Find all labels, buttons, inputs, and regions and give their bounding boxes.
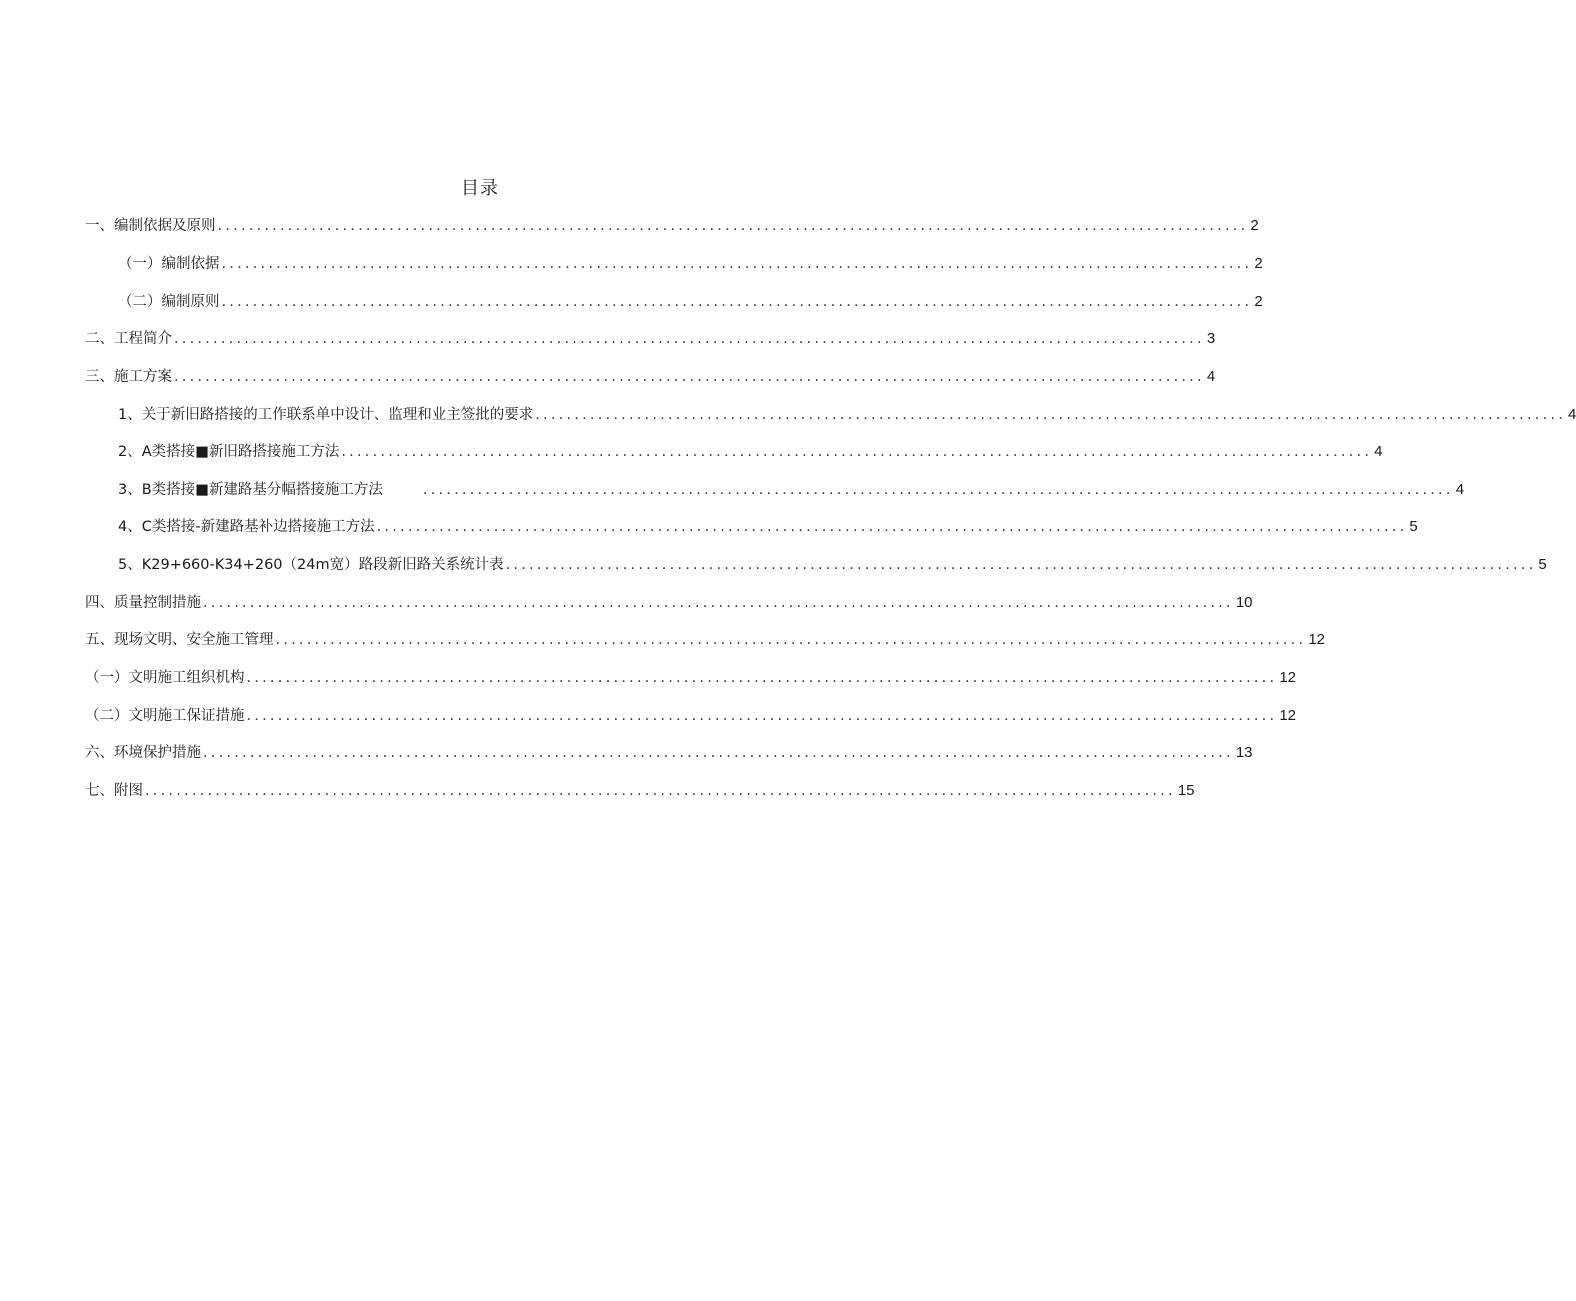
- toc-entry[interactable]: [118, 403, 1576, 425]
- toc-entry-label: 四、质量控制措施: [85, 595, 201, 611]
- toc-entry[interactable]: [118, 252, 1263, 274]
- toc-leader-dots: ....................................................................................................................................: [422, 482, 1454, 498]
- toc-entry-label: 二、工程简介: [85, 331, 172, 347]
- toc-leader-dots: ....................................................................................................................................: [203, 745, 1234, 761]
- toc-entry-page: 5: [1538, 556, 1547, 573]
- toc-entry-label: 2、A类搭接■新旧路搭接施工方法: [118, 444, 340, 460]
- toc-entry-page: 12: [1308, 631, 1325, 648]
- toc-leader-dots: ....................................................................................................................................: [246, 708, 1278, 724]
- toc-entry-page: 4: [1455, 481, 1465, 498]
- toc-entry-page: 4: [1206, 368, 1216, 385]
- toc-leader-dots: ....................................................................................................................................: [221, 294, 1253, 310]
- toc-entry[interactable]: [118, 515, 1418, 537]
- toc-leader-dots: ....................................................................................................................................: [341, 444, 1373, 460]
- page-title: 目录: [461, 178, 499, 199]
- toc-entry-page: 2: [1254, 255, 1263, 272]
- toc-entry-page: 2: [1254, 293, 1263, 310]
- toc-entry-page: 2: [1250, 217, 1259, 234]
- toc-entry-page: 12: [1279, 669, 1296, 686]
- toc-entry-label: 五、现场文明、安全施工管理: [85, 632, 274, 648]
- toc-leader-dots: ....................................................................................................................................: [376, 519, 1408, 535]
- toc-entry[interactable]: [85, 327, 1216, 349]
- toc-entry-label: 七、附图: [85, 783, 143, 799]
- toc-entry[interactable]: [85, 779, 1195, 801]
- toc-entry[interactable]: [85, 628, 1325, 650]
- toc-leader-dots: ....................................................................................................................................: [203, 595, 1234, 611]
- toc-entry-page: 15: [1177, 782, 1195, 799]
- toc-leader-dots: ....................................................................................................................................: [221, 256, 1253, 272]
- toc-entry[interactable]: [118, 478, 1465, 500]
- toc-entry-label: （二）文明施工保证措施: [85, 708, 245, 724]
- toc-leader-dots: ....................................................................................................................................: [246, 670, 1278, 686]
- toc-leader-dots: ....................................................................................................................................: [535, 407, 1567, 423]
- toc-entry-page: 12: [1279, 707, 1296, 724]
- toc-entry-label: 1、关于新旧路搭接的工作联系单中设计、监理和业主签批的要求: [118, 407, 534, 423]
- toc-entry-page: 4: [1374, 443, 1383, 460]
- toc-entry-page: 13: [1235, 744, 1253, 761]
- toc-entry[interactable]: [85, 365, 1216, 387]
- toc-entry[interactable]: [85, 741, 1253, 763]
- toc-leader-dots: ....................................................................................................................................: [145, 783, 1176, 799]
- toc-leader-dots: ....................................................................................................................................: [174, 369, 1205, 385]
- toc-entry-page: 5: [1409, 518, 1418, 535]
- toc-entry-label: 3、B类搭接■新建路基分幅搭接施工方法: [118, 482, 383, 498]
- toc-entry-page: 3: [1206, 330, 1216, 347]
- toc-leader-dots: ....................................................................................................................................: [174, 331, 1205, 347]
- toc-entry[interactable]: [118, 290, 1263, 312]
- toc-entry-label: （二）编制原则: [118, 294, 220, 310]
- toc-entry-label: （一）文明施工组织机构: [85, 670, 245, 686]
- toc-entry[interactable]: [85, 704, 1296, 726]
- toc-entry[interactable]: [118, 440, 1383, 462]
- toc-leader-dots: ....................................................................................................................................: [505, 557, 1537, 573]
- toc-entry-page: 10: [1235, 594, 1253, 611]
- toc-entry-label: （一）编制依据: [118, 256, 220, 272]
- toc-entry[interactable]: [118, 553, 1547, 575]
- toc-entry[interactable]: [85, 591, 1253, 613]
- toc-entry-label: 4、C类搭接-新建路基补边搭接施工方法: [118, 519, 375, 535]
- toc-leader-dots: ....................................................................................................................................: [217, 218, 1249, 234]
- toc-entry[interactable]: [85, 666, 1296, 688]
- toc-entry[interactable]: [85, 214, 1259, 236]
- toc-entry-label: 六、环境保护措施: [85, 745, 201, 761]
- toc-leader-dots: ....................................................................................................................................: [275, 632, 1307, 648]
- toc-entry-label: 5、K29+660-K34+260（24m宽）路段新旧路关系统计表: [118, 557, 504, 573]
- toc-entry-label: 三、施工方案: [85, 369, 172, 385]
- toc-entry-label: 一、编制依据及原则: [85, 218, 216, 234]
- toc-entry-page: 4: [1568, 406, 1576, 423]
